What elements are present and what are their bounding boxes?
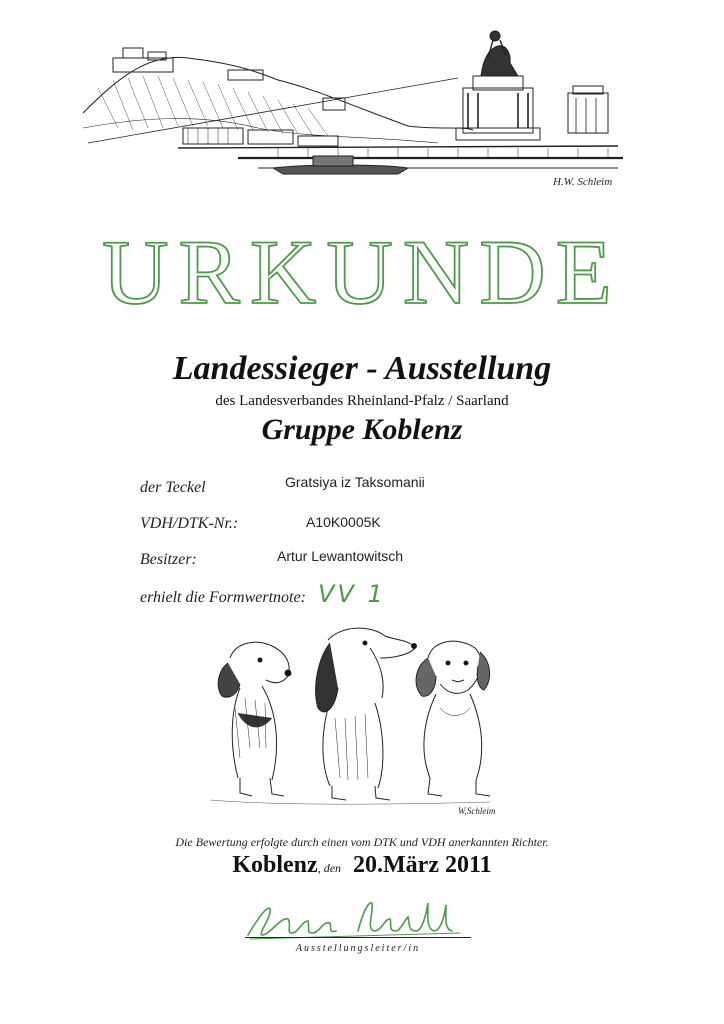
header-artist-signature: H.W. Schleim: [553, 176, 613, 188]
owner-label: Besitzer:: [140, 551, 197, 568]
dateline-date: 20.März 2011: [353, 852, 492, 878]
registration-number-value: A10K0005K: [306, 514, 381, 530]
dateline: [0, 852, 724, 879]
dog-name-value: Gratsiya iz Taksomanii: [285, 474, 425, 490]
handwritten-signature: [240, 895, 470, 943]
grade-value: VV 1: [318, 580, 386, 608]
dateline-den: , den: [317, 861, 342, 875]
dateline-city: Koblenz: [232, 852, 318, 878]
dog-label: der Teckel: [140, 479, 206, 496]
dachshunds-illustration: [200, 618, 500, 808]
koblenz-sketch-illustration: [78, 18, 628, 178]
dogs-artist-signature: W.Schleim: [458, 806, 496, 816]
event-group: Gruppe Koblenz: [261, 413, 463, 446]
grade-label: erhielt die Formwertnote:: [140, 589, 306, 606]
event-organizer: des Landesverbandes Rheinland-Pfalz / Saarland: [215, 393, 509, 409]
registration-label: VDH/DTK-Nr.:: [140, 515, 239, 532]
document-title: URKUNDE: [102, 221, 622, 323]
event-name: Landessieger - Ausstellung: [172, 350, 552, 387]
signature-line: [245, 937, 471, 938]
signature-caption: Ausstellungsleiter/in: [295, 943, 421, 954]
owner-name-value: Artur Lewantowitsch: [277, 548, 404, 564]
judging-note: Die Bewertung erfolgte durch einen vom DTK und VDH anerkannten Richter.: [175, 835, 549, 849]
